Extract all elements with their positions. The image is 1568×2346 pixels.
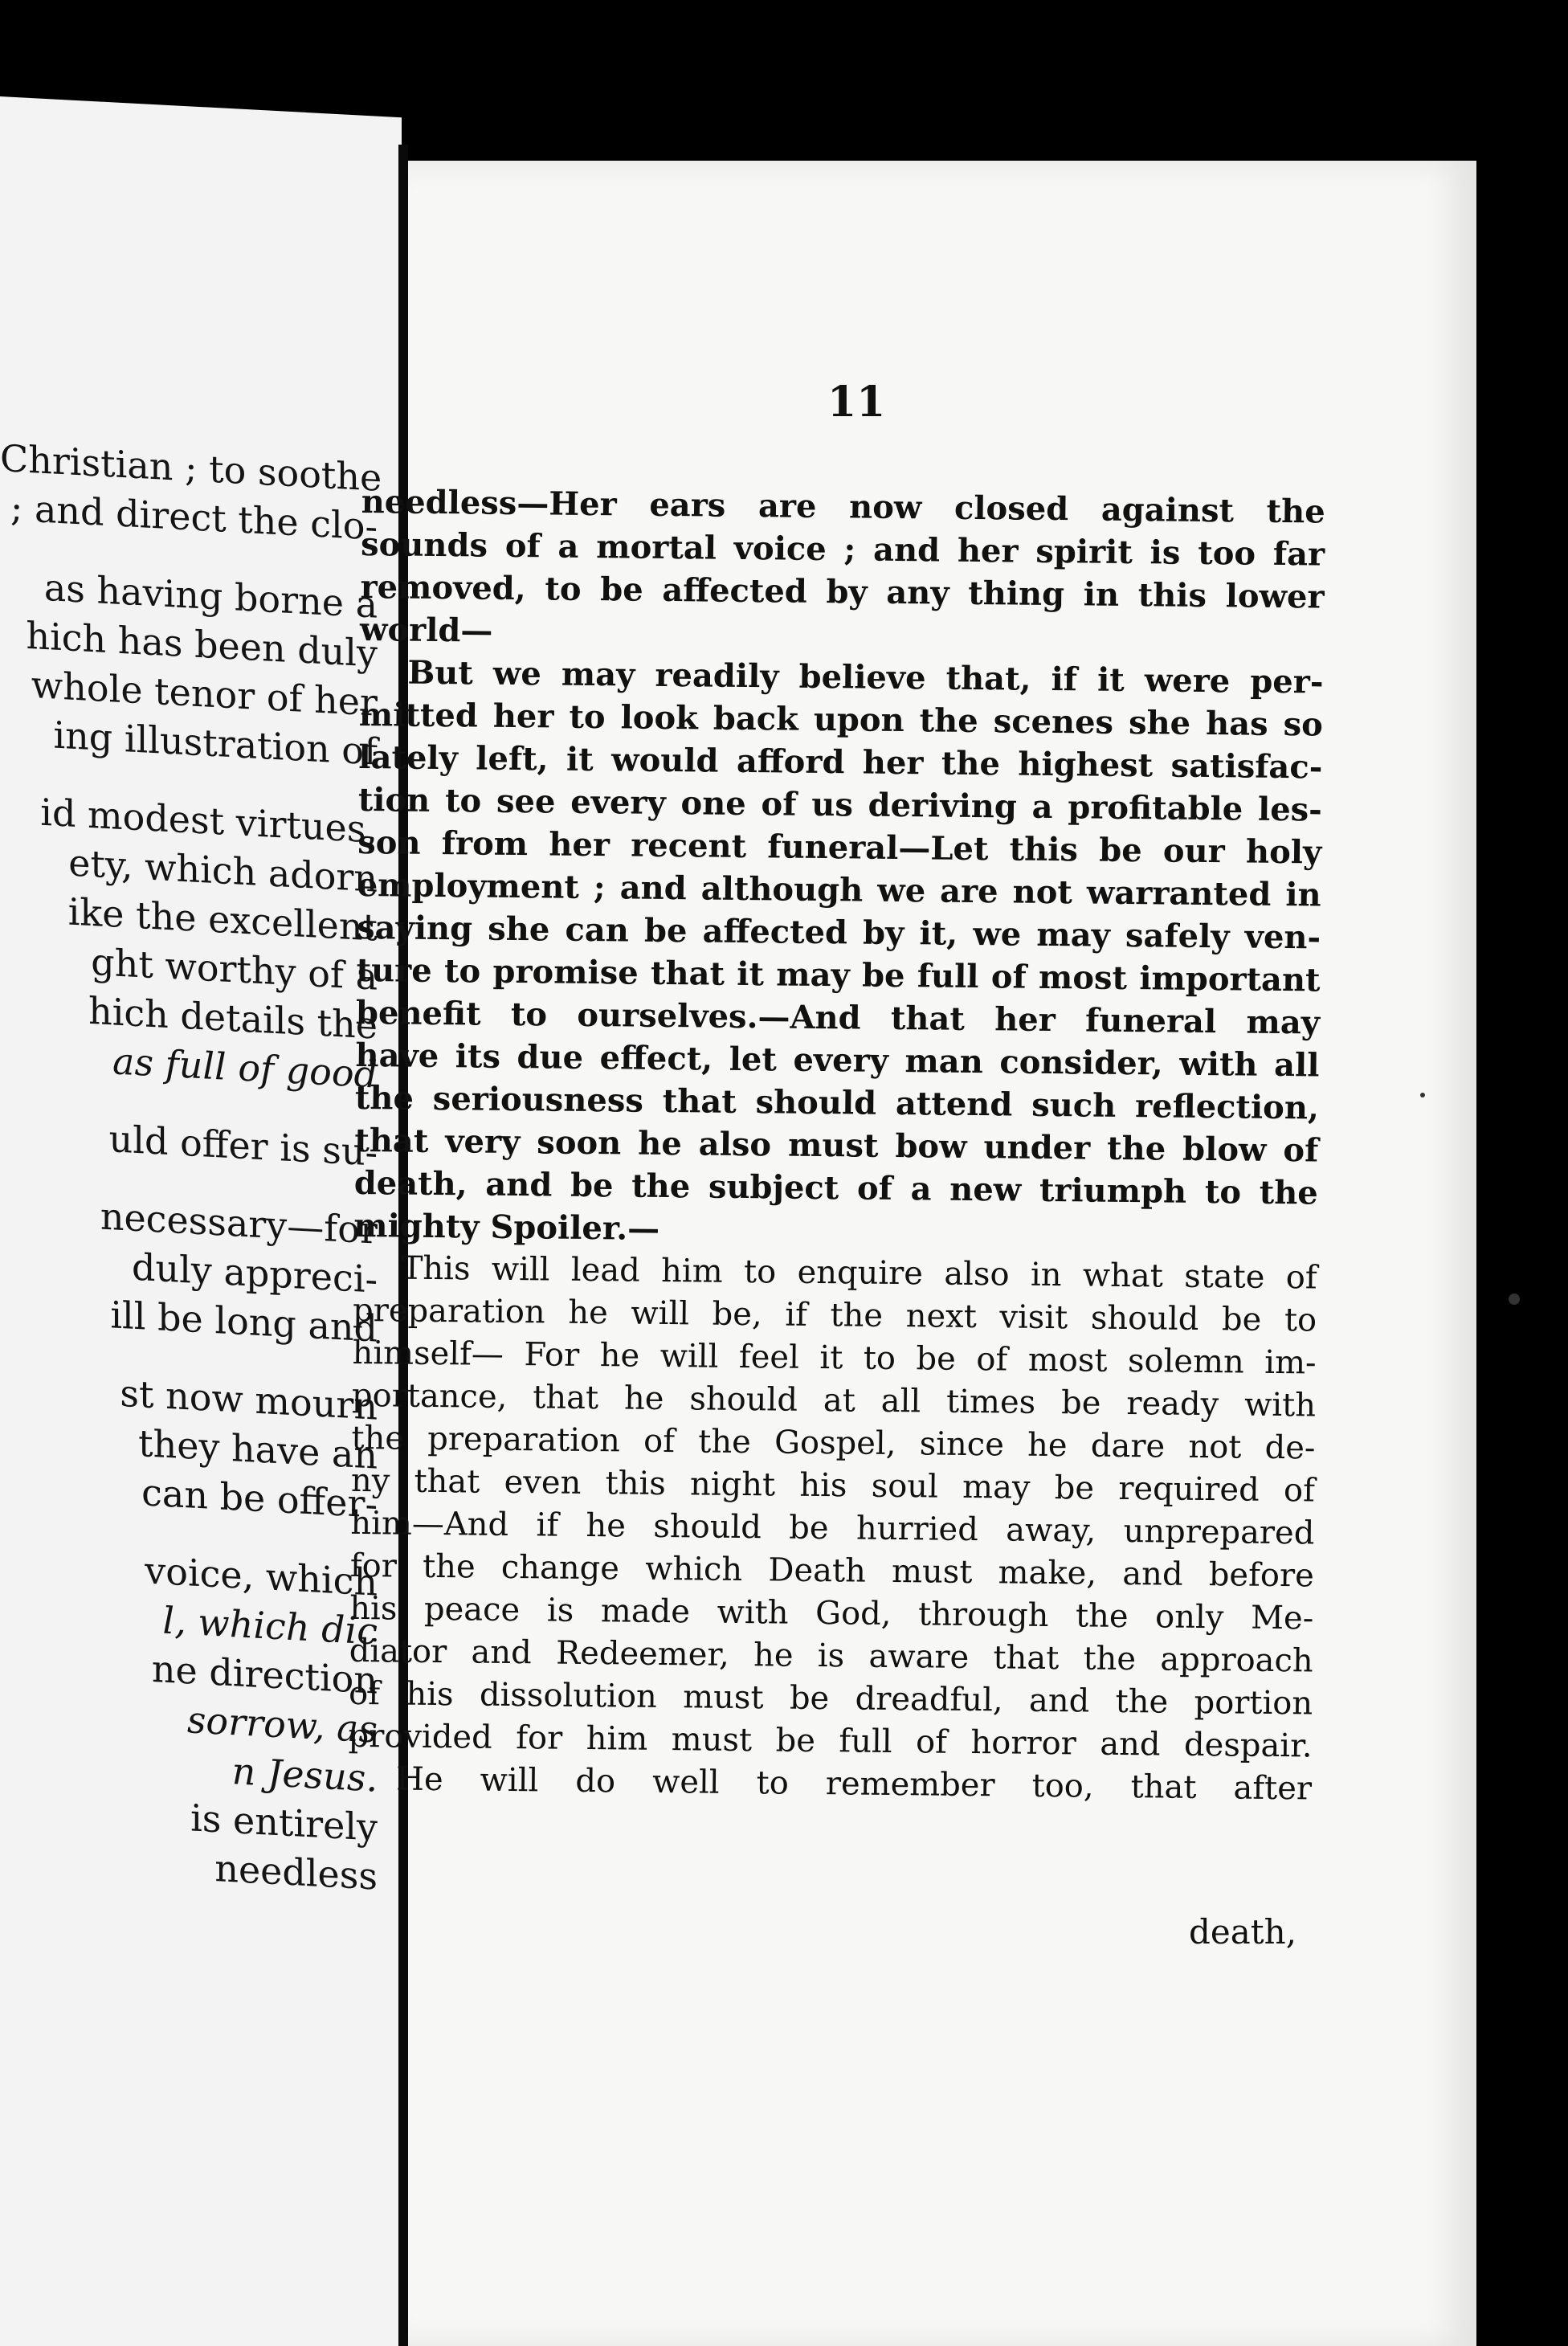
- left-page-line: as having borne a: [43, 565, 378, 627]
- body-line: world—: [359, 610, 493, 650]
- left-page-line: ety, which adorn: [68, 840, 378, 901]
- left-page-line: is entirely: [190, 1796, 378, 1849]
- body-line: have its due effect, let every man consider, with all: [355, 1036, 1320, 1085]
- left-page-line: voice, which: [145, 1548, 378, 1604]
- left-page-line: st now mourn: [120, 1371, 378, 1428]
- body-line: employment ; and although we are not warranted in: [357, 865, 1321, 914]
- body-line: needless—Her ears are now closed against the: [361, 482, 1325, 531]
- left-page-line: ing illustration of: [53, 713, 378, 774]
- body-line: This will lead him to enquire also in what state of: [401, 1249, 1317, 1297]
- body-line: saying she can be affected by it, we may safely ven-: [356, 908, 1321, 957]
- body-line: his peace is made with God, through the only Me-: [349, 1589, 1314, 1637]
- left-page-line: hich has been duly: [26, 613, 378, 676]
- body-line: the preparation of the Gospel, since he dare not de-: [351, 1419, 1316, 1467]
- page-number: 11: [827, 378, 886, 427]
- left-page-line: ; and direct the clo-: [10, 485, 378, 549]
- body-line: that very soon he also must bow under the blow of: [354, 1121, 1319, 1170]
- left-page-line: id modest virtues,: [40, 790, 378, 852]
- left-page-line: sorrow, as: [186, 1698, 378, 1751]
- body-line: himself— For he will feel it to be of most solemn im-: [352, 1334, 1317, 1382]
- body-line: preparation he will be, if the next visit should be to: [352, 1291, 1317, 1339]
- page-body-text: [348, 480, 1325, 1810]
- body-line: for the change which Death must make, and before: [349, 1547, 1315, 1595]
- body-line: But we may readily believe that, if it were per-: [407, 653, 1324, 701]
- ink-speck: [1509, 1294, 1520, 1305]
- body-line: the seriousness that should attend such reflection,: [354, 1078, 1320, 1127]
- left-page-line: Christian ; to soothe: [0, 436, 382, 500]
- body-line: mitted her to look back upon the scenes she has so: [358, 695, 1324, 744]
- body-line: lately left, it would afford her the highest satisfac-: [358, 738, 1323, 787]
- left-page-text: [0, 434, 382, 1902]
- body-line: ture to promise that it may be full of most important: [356, 950, 1321, 999]
- left-page-line: whole tenor of her: [31, 663, 378, 725]
- left-page-line: duly appreci-: [132, 1245, 378, 1302]
- body-line: benefit to ourselves.—And that her funeral may: [355, 993, 1321, 1042]
- left-page: [0, 96, 402, 2346]
- body-line: ny that even this night his soul may be required of: [350, 1461, 1316, 1510]
- left-page-line: necessary—for: [100, 1194, 378, 1253]
- left-page-line: ike the excellent: [67, 889, 378, 950]
- left-page-line: uld offer is su-: [108, 1117, 378, 1175]
- left-page-line: as full of good: [112, 1039, 378, 1097]
- body-line: portance, that he should at all times be ready with: [351, 1376, 1317, 1424]
- left-page-line: l, which dic: [162, 1598, 378, 1653]
- body-line: him—And if he should be hurried away, unprepared: [350, 1504, 1315, 1552]
- body-line: of his dissolution must be dreadful, and the portion: [348, 1674, 1313, 1723]
- left-page-line: n Jesus.: [231, 1749, 378, 1800]
- left-page-line: needless: [214, 1846, 378, 1898]
- left-page-line: ne direction: [151, 1646, 378, 1702]
- body-line: son from her recent funeral—Let this be our holy: [357, 823, 1322, 872]
- catchword: death,: [1189, 1912, 1297, 1952]
- left-page-line: ill be long and: [110, 1293, 378, 1351]
- left-page-line: ght worthy of a: [91, 939, 378, 999]
- left-page-line: hich details the: [88, 988, 378, 1048]
- left-page-line: can be offer-: [141, 1470, 378, 1527]
- body-line: diator and Redeemer, he is aware that the approach: [349, 1632, 1313, 1680]
- body-line: mighty Spoiler.—: [353, 1206, 660, 1248]
- body-line: removed, to be affected by any thing in this lower: [360, 567, 1325, 616]
- body-line: He will do well to remember too, that after: [395, 1760, 1313, 1808]
- body-line: provided for him must be full of horror and despair.: [348, 1717, 1313, 1765]
- body-line: death, and be the subject of a new triumph to the: [353, 1163, 1319, 1212]
- body-line: sounds of a mortal voice ; and her spirit is too far: [360, 525, 1325, 574]
- ink-speck: [1420, 1093, 1425, 1097]
- left-page-line: they have an: [138, 1421, 378, 1477]
- body-line: tion to see every one of us deriving a profitable les-: [357, 780, 1323, 829]
